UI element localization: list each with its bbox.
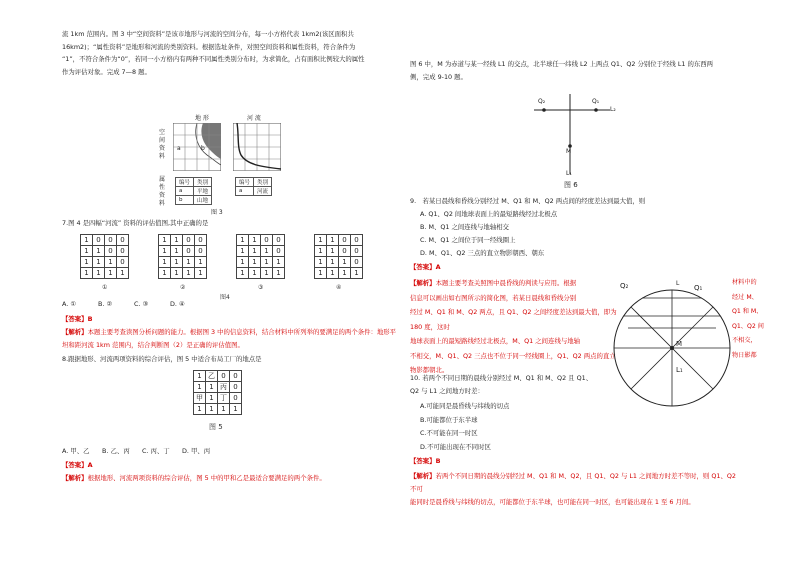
fig3-attr-table-river: 编号 类别 a 河流 xyxy=(235,177,272,196)
q7-option-b: B. ② xyxy=(98,300,113,308)
circle-label-q2: Q₂ xyxy=(620,282,629,290)
fig4-label-4: ④ xyxy=(336,284,342,291)
q8-option-a: A. 甲、乙 xyxy=(62,447,90,455)
q9-options xyxy=(420,208,557,260)
fig3-cell-a: a xyxy=(177,145,181,152)
fig3-river-grid xyxy=(233,123,281,171)
fig4-label-1: ① xyxy=(102,284,108,291)
question-8: 8.跟据地形、河流两项资料的综合评估，图 5 中适合布局工厂的地点是 xyxy=(62,355,262,363)
fig5-grid: 1 乙 0 0 1 1 丙 0 甲 1 丁 0 1 1 1 1 xyxy=(193,370,242,415)
side-text-line: 不相交， xyxy=(732,337,757,344)
fig6-diagram xyxy=(530,90,620,190)
q10-line: 10. 若两个不同日期的晨线分别经过 M、Q1 和 M、Q2 且 Q1、 xyxy=(410,374,593,382)
q9-option-b: B. M、Q1 之间连线与地轴相交 xyxy=(420,223,509,231)
side-text-line: Q1 和 M、 xyxy=(732,308,763,315)
q10-option-b: B.可能都位于东半球 xyxy=(420,415,478,424)
question-10 xyxy=(410,372,592,398)
fig6-label-q2: Q₂ xyxy=(538,98,546,105)
explanation-line: 【解析】本题主要考查关照图中晨昏线的判读与应用。根据 xyxy=(410,279,577,287)
question-9: 9. 若某日晨线和昏线分别经过 M、Q1 和 M、Q2 两点间的经度差达到最大值，则 xyxy=(410,197,646,205)
explanation-tag: 【解析】 xyxy=(62,328,88,336)
intro-line: 16km2)；“属性资料”是地形和河流的类别资料。根据选址条件，对照空间资料和属性资料，符合条件为 xyxy=(62,42,356,51)
fig3-attr-table-terrain: 编号 类别 a 平地 b 山地 xyxy=(175,177,212,205)
fig3-col2-label: 河 流 xyxy=(247,115,261,122)
side-text-line: 材料中的 xyxy=(732,279,757,286)
answer-value: A xyxy=(87,461,93,469)
figure-4 xyxy=(80,230,380,310)
fig6-label-m: M xyxy=(566,148,572,155)
intro-line: “1”，不符合条件为“0”，若同一小方格内有两种不同属性类别分布时，为求简化，占有面积比例较大的属性 xyxy=(62,55,365,64)
fig3-row1-label: 空间资料 xyxy=(159,129,166,160)
q10-option-d: D.不可能出现在不同时区 xyxy=(420,442,491,451)
figure-3 xyxy=(155,113,285,216)
fig6-label-l2: L₂ xyxy=(610,106,616,113)
q8-option-d: D. 甲、丙 xyxy=(182,447,211,455)
answer-tag: 【答案】 xyxy=(62,461,88,469)
q8-option-b: B. 乙、丙 xyxy=(102,447,130,455)
explanation-tag: 【解析】 xyxy=(410,472,436,480)
q10-option-c: C.不可能在同一时区 xyxy=(420,429,478,437)
fig4-label-2: ② xyxy=(180,284,186,291)
fig6-label-l1: L₁ xyxy=(566,170,572,177)
q7-option-c: C. ③ xyxy=(134,300,149,308)
q7-answer xyxy=(62,314,92,323)
fig3-cell-b: b xyxy=(201,145,205,152)
q10-answer xyxy=(410,456,440,465)
explanation-line: 不相交，M、Q1、Q2 三点也不位于同一经线圈上，Q1、Q2 两点的直立 xyxy=(410,351,616,360)
q9-answer xyxy=(410,262,441,271)
fig4-caption: 图4 xyxy=(220,294,230,301)
fig6-label-q1: Q₁ xyxy=(592,98,600,105)
side-text-line: Q1、Q2 间 xyxy=(732,322,764,330)
circle-diagram xyxy=(612,276,732,426)
explanation-line: 信息可以画出如右图所示的简化图，若某日晨线和昏线分别 xyxy=(410,293,577,302)
answer-tag: 【答案】 xyxy=(410,457,436,465)
explanation-text: 根据地形、河流两项资料的综合评估，图 5 中的甲和乙是最适合要满足的两个条件。 xyxy=(87,474,326,482)
explanation-line: 能同时是晨昏线与纬线的切点，可能都位于东半球，也可能在同一时区，也可能出现在 1 至 6 月间。 xyxy=(410,498,695,506)
explanation-tag: 【解析】 xyxy=(62,474,88,482)
question-7: 7.图 4 是四幅“河流” 资料的评估值图,其中正确的是 xyxy=(62,219,209,227)
intro-line: 图 6 中，M 为赤道与某一经线 L1 的交点，北半球任一纬线 L2 上两点 Q1、Q2 分别位于经线 L1 的东西两 xyxy=(410,60,714,68)
q9-option-d: D. M、Q1、Q2 三点的直立物影朝西、朝东 xyxy=(420,249,545,257)
fig4-grid-3: 1 1 0 0 1 1 1 0 1 1 1 1 1 1 1 1 xyxy=(236,234,285,279)
fig6-caption: 图 6 xyxy=(564,181,578,189)
intro-line: 侧，完成 9-10 题。 xyxy=(410,72,467,81)
q7-explanation xyxy=(62,326,397,351)
q8-option-c: C. 丙、丁 xyxy=(142,447,170,455)
explanation-line: 物影都朝北。 xyxy=(410,366,449,374)
q10-option-a: A.可能同是晨昏线与纬线的切点 xyxy=(420,402,510,410)
fig3-caption: 图 3 xyxy=(211,209,223,216)
explanation-line: 地球表面上的最短路线经过北极点，M、Q1 之间连线与地轴 xyxy=(410,337,581,345)
circle-diagram-svg xyxy=(612,276,732,426)
fig4-grid-4: 1 1 0 0 1 1 0 0 1 1 1 0 1 1 1 1 xyxy=(314,234,363,279)
q8-explanation xyxy=(62,473,397,482)
q7-option-a: A. ① xyxy=(62,300,77,308)
circle-label-l1: L₁ xyxy=(676,366,683,374)
answer-tag: 【答案】 xyxy=(410,263,436,271)
q8-answer xyxy=(62,460,93,469)
right-intro xyxy=(410,58,740,83)
answer-value: B xyxy=(435,457,441,465)
fig3-col1-label: 地 形 xyxy=(195,115,209,122)
q10-line: Q2 与 L1 之间地方时差： xyxy=(410,387,484,395)
side-text-line: 经过 M、 xyxy=(732,293,758,301)
side-text xyxy=(732,276,772,363)
q10-options xyxy=(420,400,509,454)
q9-explanation xyxy=(410,276,620,378)
fig4-grid-2: 1 1 0 0 1 1 0 0 1 1 1 1 1 1 1 1 xyxy=(158,234,207,279)
answer-value: A xyxy=(435,263,441,271)
figure-5 xyxy=(193,370,253,442)
explanation-line: 【解析】若两个不同日期的晨线分别经过 M、Q1 和 M、Q2，且 Q1、Q2 与 L1 之间地方时差不等时，则 Q1、Q2 不可 xyxy=(410,472,736,493)
q10-explanation xyxy=(410,470,740,509)
fig3-row2-label: 属性资料 xyxy=(159,176,166,207)
circle-label-m: M xyxy=(676,340,683,348)
fig5-caption: 图 5 xyxy=(209,423,223,431)
fig4-label-3: ③ xyxy=(258,284,264,291)
explanation-text: 本题主要考查读图分析问题的能力。根据图 3 中的信息资料，结合材料中所列举的要满足的两个条件：地形平坦和距河流 1km 范围内，结合判断图（2）是正确的评估值图。 xyxy=(62,328,397,349)
intro-line: 流 1km 范围内。图 3 中“空间资料”是该市地形与河流的空间分布，每一小方格代表 1km2(该区面积共 xyxy=(62,30,354,38)
answer-value: B xyxy=(87,315,93,323)
figure-6 xyxy=(530,90,620,190)
explanation-line: 经过 M、Q1 和 M、Q2 两点，且 Q1、Q2 之间经度差达到最大值，即为 180 度，这时 xyxy=(410,308,617,331)
fig4-grid-1: 1 0 0 0 1 1 0 0 1 1 1 0 1 1 1 1 xyxy=(80,234,129,279)
q7-option-d: D. ④ xyxy=(170,300,185,308)
explanation-tag: 【解析】 xyxy=(410,279,436,287)
circle-label-q1: Q₁ xyxy=(694,284,703,292)
circle-label-l: L xyxy=(676,280,680,287)
q7-options xyxy=(62,300,206,308)
answer-tag: 【答案】 xyxy=(62,315,88,323)
side-text-line: 物日影都 xyxy=(732,351,757,359)
left-column xyxy=(62,28,397,78)
q9-option-a: A. Q1、Q2 间地球表面上的最短路线经过北极点 xyxy=(420,210,558,218)
q9-option-c: C. M、Q1 之间位于同一经线圈上 xyxy=(420,236,516,244)
q8-options xyxy=(62,446,222,455)
intro-line: 作为评估对象。完成 7—8 题。 xyxy=(62,67,151,76)
